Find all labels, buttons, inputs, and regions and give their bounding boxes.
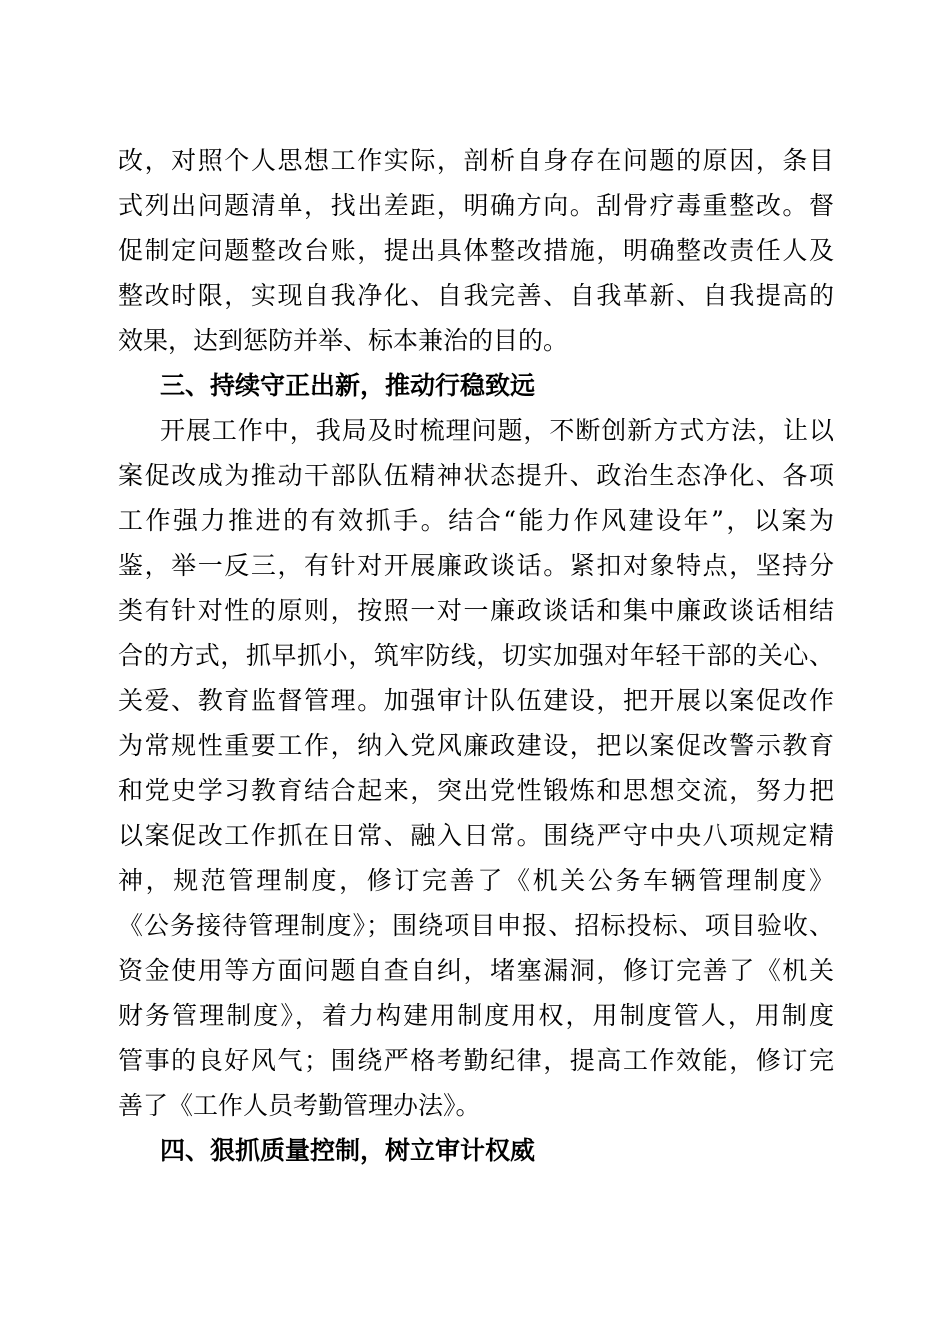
text-line: 为常规性重要工作，纳入党风廉政建设，把以案促改警示教育 bbox=[118, 731, 834, 760]
section-heading-3: 三、持续守正出新，推动行稳致远 bbox=[160, 371, 536, 400]
text-line: 资金使用等方面问题自查自纠，堵塞漏洞，修订完善了《机关 bbox=[118, 956, 834, 985]
paragraph-section-3 bbox=[118, 408, 834, 1128]
text-line: 《公务接待管理制度》；围绕项目申报、招标投标、项目验收、 bbox=[118, 911, 834, 940]
paragraph-continuation bbox=[118, 138, 834, 363]
text-line: 合的方式，抓早抓小，筑牢防线，切实加强对年轻干部的关心、 bbox=[118, 641, 834, 670]
text-line: 效果，达到惩防并举、标本兼治的目的。 bbox=[118, 326, 569, 355]
text-line: 善了《工作人员考勤管理办法》。 bbox=[118, 1091, 481, 1120]
text-line: 以案促改工作抓在日常、融入日常。围绕严守中央八项规定精 bbox=[118, 821, 834, 850]
text-line: 改，对照个人思想工作实际，剖析自身存在问题的原因，条目 bbox=[118, 146, 834, 175]
text-line: 工作强力推进的有效抓手。结合“能力作风建设年”，以案为 bbox=[118, 506, 834, 535]
text-line: 和党史学习教育结合起来，突出党性锻炼和思想交流，努力把 bbox=[118, 776, 834, 805]
text-line: 鉴，举一反三，有针对开展廉政谈话。紧扣对象特点，坚持分 bbox=[118, 551, 834, 580]
text-line: 案促改成为推动干部队伍精神状态提升、政治生态净化、各项 bbox=[118, 461, 834, 490]
text-line: 神，规范管理制度，修订完善了《机关公务车辆管理制度》 bbox=[118, 866, 834, 895]
text-line: 关爱、教育监督管理。加强审计队伍建设，把开展以案促改作 bbox=[118, 686, 834, 715]
text-line: 整改时限，实现自我净化、自我完善、自我革新、自我提高的 bbox=[118, 281, 834, 310]
text-line: 开展工作中，我局及时梳理问题，不断创新方式方法，让以 bbox=[160, 416, 834, 445]
text-line: 类有针对性的原则，按照一对一廉政谈话和集中廉政谈话相结 bbox=[118, 596, 834, 625]
section-heading-4: 四、狠抓质量控制，树立审计权威 bbox=[160, 1136, 536, 1165]
text-line: 管事的良好风气；围绕严格考勤纪律，提高工作效能，修订完 bbox=[118, 1046, 834, 1075]
text-line: 式列出问题清单，找出差距，明确方向。刮骨疗毒重整改。督 bbox=[118, 191, 834, 220]
document-page bbox=[118, 138, 834, 1173]
text-line: 促制定问题整改台账，提出具体整改措施，明确整改责任人及 bbox=[118, 236, 834, 265]
text-line: 财务管理制度》，着力构建用制度用权，用制度管人，用制度 bbox=[118, 1001, 834, 1030]
